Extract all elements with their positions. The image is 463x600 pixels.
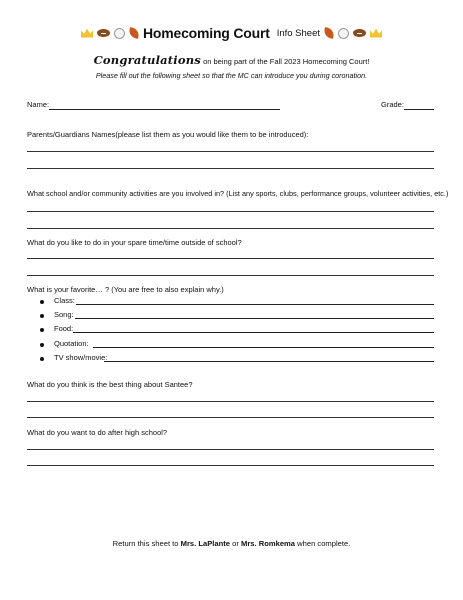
- parents-line-2[interactable]: [27, 168, 434, 169]
- parents-line-1[interactable]: [27, 151, 434, 152]
- volleyball-icon: [338, 28, 349, 39]
- activities-label: What school and/or community activities are you involved in? (List any sports, clubs, performance groups, volunteer activities, etc.): [27, 189, 449, 198]
- bullet: [40, 357, 44, 361]
- crown-icon: [370, 29, 382, 38]
- activities-line-1[interactable]: [27, 211, 434, 212]
- name-field[interactable]: [49, 109, 280, 110]
- spare-time-line-1[interactable]: [27, 258, 434, 259]
- favorite-quotation-label: Quotation:: [54, 339, 89, 348]
- football-icon: [353, 29, 366, 37]
- leaf-icon: [128, 27, 140, 39]
- favorite-tv-field[interactable]: [104, 361, 434, 362]
- favorite-quotation-field[interactable]: [93, 347, 434, 348]
- favorite-label: What is your favorite… ? (You are free to also explain why.): [27, 285, 224, 294]
- favorite-food-label: Food:: [54, 324, 74, 333]
- favorite-class-field[interactable]: [76, 304, 434, 305]
- favorite-food-field[interactable]: [73, 332, 434, 333]
- footer-contact-2: Mrs. Romkema: [241, 539, 296, 548]
- bullet: [40, 343, 44, 347]
- page-title: Homecoming Court: [142, 25, 270, 41]
- parents-label: Parents/Guardians Names(please list them as you would like them to be introduced):: [27, 130, 309, 139]
- after-hs-line-1[interactable]: [27, 449, 434, 450]
- header: [0, 25, 463, 41]
- spare-time-line-2[interactable]: [27, 275, 434, 276]
- grade-field[interactable]: [404, 109, 434, 110]
- favorite-song-label: Song:: [54, 310, 74, 319]
- santee-line-2[interactable]: [27, 417, 434, 418]
- santee-line-1[interactable]: [27, 401, 434, 402]
- football-icon: [97, 29, 110, 37]
- name-label: Name:: [27, 100, 50, 109]
- congrats-line: [0, 53, 463, 67]
- after-hs-line-2[interactable]: [27, 465, 434, 466]
- congrats-text: on being part of the Fall 2023 Homecoming Court!: [203, 57, 370, 66]
- santee-label: What do you think is the best thing about Santee?: [27, 380, 193, 389]
- grade-label: Grade:: [381, 100, 404, 109]
- favorite-song-field[interactable]: [75, 318, 434, 319]
- after-hs-label: What do you want to do after high school?: [27, 428, 168, 437]
- footer-contact-1: Mrs. LaPlante: [180, 539, 231, 548]
- bullet: [40, 328, 44, 332]
- leaf-icon: [323, 27, 335, 39]
- crown-icon: [81, 29, 93, 38]
- footer-note: [0, 539, 463, 548]
- page-subtitle: Info Sheet: [276, 27, 320, 39]
- activities-line-2[interactable]: [27, 228, 434, 229]
- footer-middle: or: [230, 539, 241, 548]
- bullet: [40, 314, 44, 318]
- volleyball-icon: [114, 28, 125, 39]
- favorite-tv-label: TV show/movie:: [54, 353, 108, 362]
- bullet: [40, 300, 44, 304]
- instructions: Please fill out the following sheet so that the MC can introduce you during coronation.: [95, 71, 368, 80]
- congrats-script: Congratulations: [93, 53, 201, 67]
- footer-suffix: when complete.: [295, 539, 351, 548]
- spare-time-label: What do you like to do in your spare time/time outside of school?: [27, 238, 242, 247]
- favorite-class-label: Class:: [54, 296, 75, 305]
- footer-prefix: Return this sheet to: [112, 539, 181, 548]
